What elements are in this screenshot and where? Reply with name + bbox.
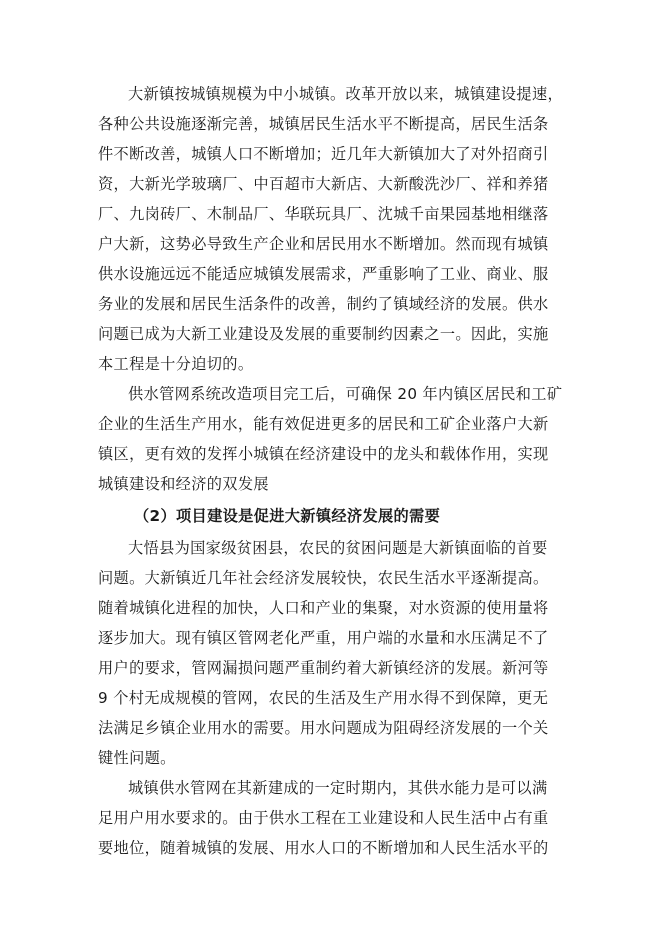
paragraph-1-line-1: 大新镇按城镇规模为中小城镇。改革开放以来，城镇建设提速，	[128, 85, 564, 103]
paragraph-2-line-4: 城镇建设和经济的双发展	[98, 475, 269, 493]
paragraph-3-line-6: 9 个村无成规模的管网，农民的生活及生产用水得不到保障，更无	[98, 689, 549, 707]
paragraph-2-line-1: 供水管网系统改造项目完工后，可确保 20 年内镇区居民和工矿	[128, 385, 563, 403]
section-heading: （2）项目建设是促进大新镇经济发展的需要	[134, 507, 441, 525]
paragraph-3-line-8: 键性问题。	[98, 749, 176, 767]
paragraph-1-line-8: 务业的发展和居民生活条件的改善，制约了镇域经济的发展。供水	[98, 295, 549, 313]
paragraph-1-line-2: 各种公共设施逐渐完善，城镇居民生活水平不断提高，居民生活条	[98, 115, 549, 133]
paragraph-2-line-2: 企业的生活生产用水，能有效促进更多的居民和工矿企业落户大新	[98, 415, 549, 433]
paragraph-3-line-4: 逐步加大。现有镇区管网老化严重，用户端的水量和水压满足不了	[98, 629, 549, 647]
paragraph-3-line-5: 用户的要求，管网漏损问题严重制约着大新镇经济的发展。新河等	[98, 659, 549, 677]
paragraph-1-line-5: 厂、九岗砖厂、木制品厂、华联玩具厂、沈城千亩果园基地相继落	[98, 205, 549, 223]
paragraph-4-line-3: 要地位，随着城镇的发展、用水人口的不断增加和人民生活水平的	[98, 839, 549, 857]
paragraph-1-line-6: 户大新，这势必导致生产企业和居民用水不断增加。然而现有城镇	[98, 235, 549, 253]
paragraph-1-line-9: 问题已成为大新工业建设及发展的重要制约因素之一。因此，实施	[98, 325, 549, 343]
paragraph-3-line-3: 随着城镇化进程的加快，人口和产业的集聚，对水资源的使用量将	[98, 599, 549, 617]
paragraph-2-line-3: 镇区，更有效的发挥小城镇在经济建设中的龙头和载体作用，实现	[98, 445, 549, 463]
paragraph-3-line-2: 问题。大新镇近几年社会经济发展较快，农民生活水平逐渐提高。	[98, 569, 549, 587]
paragraph-1-line-7: 供水设施远远不能适应城镇发展需求，严重影响了工业、商业、服	[98, 265, 549, 283]
paragraph-1-line-3: 件不断改善，城镇人口不断增加；近几年大新镇加大了对外招商引	[98, 145, 549, 163]
paragraph-3-line-1: 大悟县为国家级贫困县，农民的贫困问题是大新镇面临的首要	[128, 539, 548, 557]
paragraph-3-line-7: 法满足乡镇企业用水的需要。用水问题成为阻碍经济发展的一个关	[98, 719, 549, 737]
paragraph-4-line-2: 足用户用水要求的。由于供水工程在工业建设和人民生活中占有重	[98, 809, 549, 827]
paragraph-1-line-4: 资，大新光学玻璃厂、中百超市大新店、大新酸洗沙厂、祥和养猪	[98, 175, 549, 193]
paragraph-1-line-10: 本工程是十分迫切的。	[98, 355, 254, 373]
paragraph-4-line-1: 城镇供水管网在其新建成的一定时期内，其供水能力是可以满	[128, 779, 548, 797]
